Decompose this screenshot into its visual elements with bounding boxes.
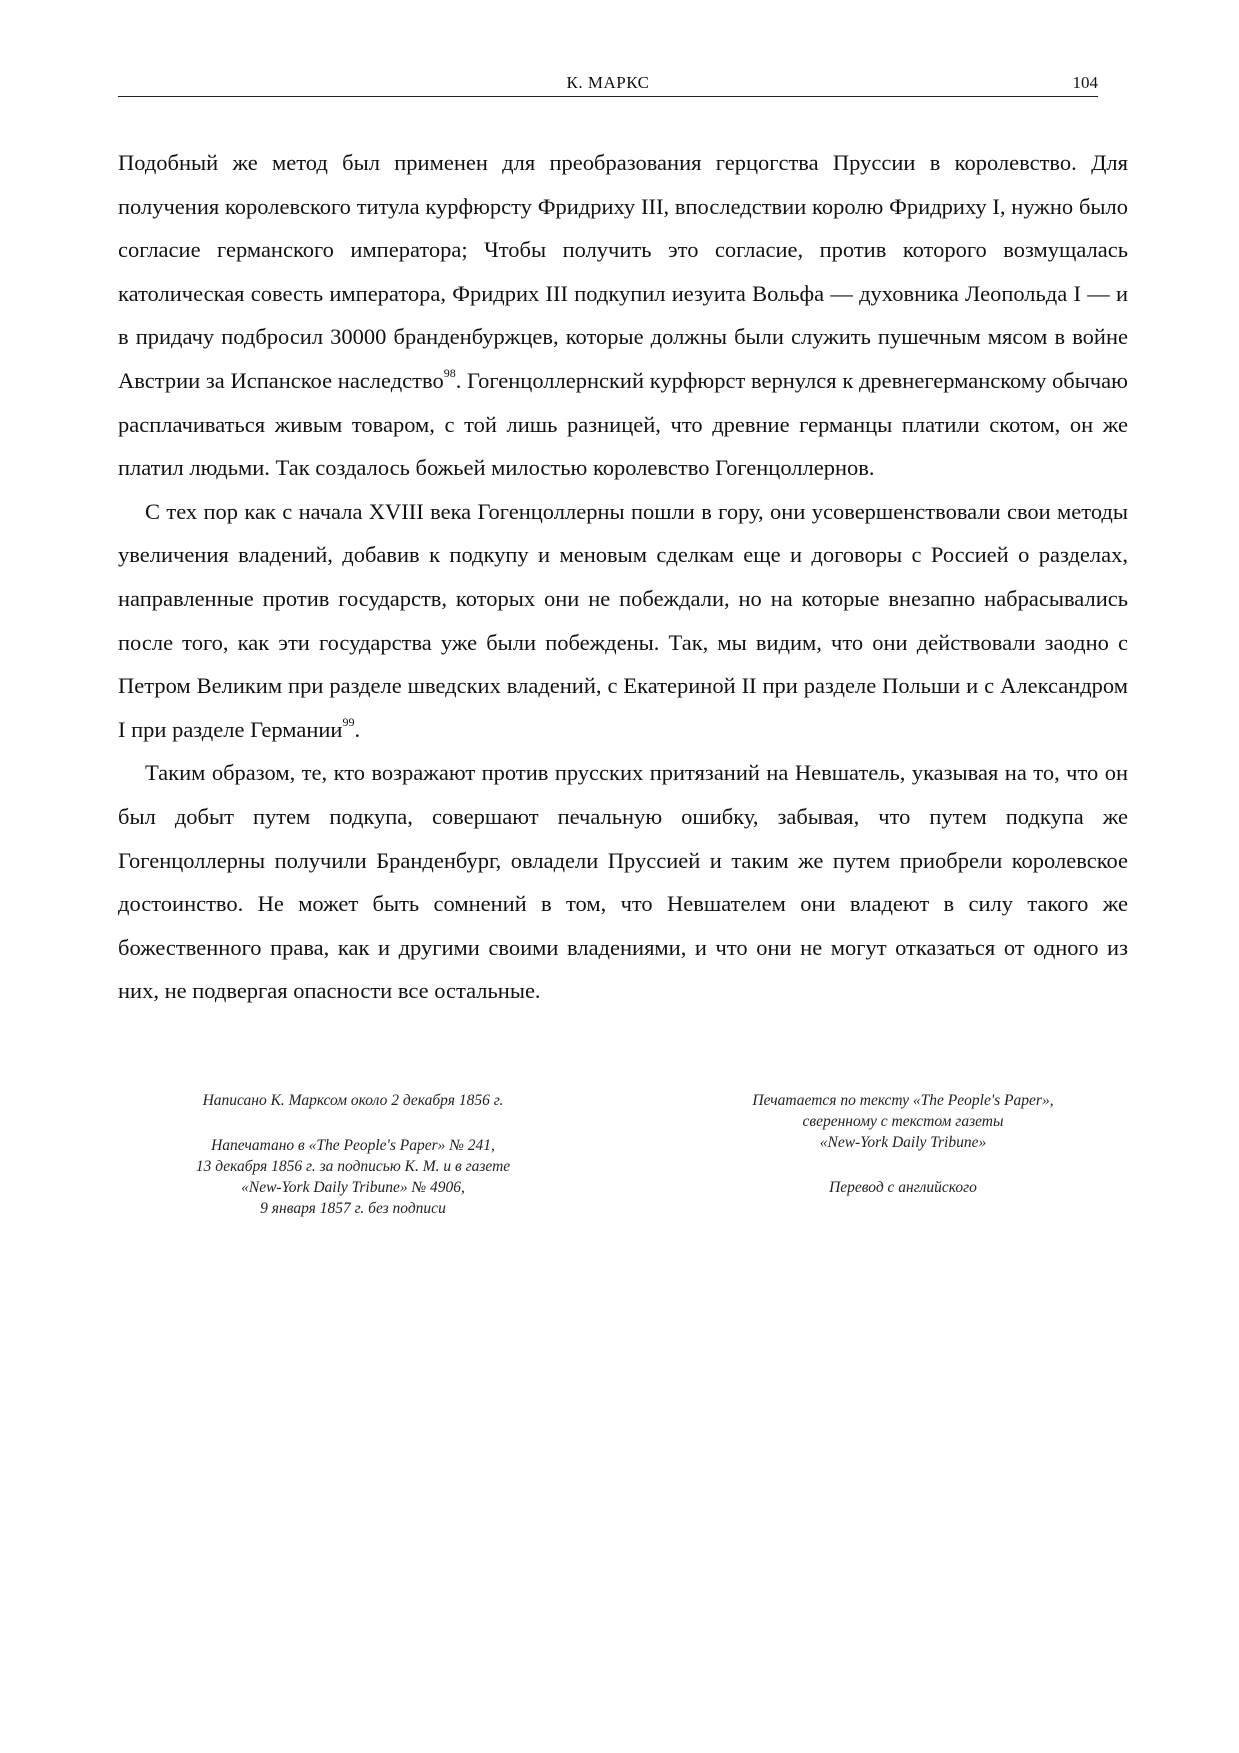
printed-note: Напечатано в «The People's Paper» № 241, 13 декабря 1856 г. за подписью К. М. и в газете «New-York Daily Tribune» № 4906, 9 января 1857 г. без подписи [195, 1137, 511, 1217]
paragraph-1 [118, 141, 1128, 490]
paragraph-1-text: Подобный же метод был применен для преобразования герцогства Пруссии в королевство. Для получения королевского титула курфюрсту Фридриху III, впоследствии королю Фридриху I, нужно было согласие германского императора; Чтобы получить это согласие, против которого возмущалась католическая совесть императора, Фридрих III подкупил иезуита Вольфа — духовника Леопольда I — и в придачу подбросил 30000 бранденбуржцев, которые должны были служить пушечным мясом в войне Австрии за Испанское наследство [118, 150, 1128, 393]
page-number: 104 [1072, 73, 1098, 92]
footnote-ref-98: 98 [443, 366, 456, 381]
translation-note: Перевод с английского [829, 1179, 977, 1196]
source-note: Печатается по тексту «The People's Paper», сверенному с текстом газеты «New-York Daily Tribune» [752, 1092, 1054, 1151]
notes-left-column [118, 1090, 588, 1243]
paragraph-2 [118, 490, 1128, 752]
paragraph-3 [118, 751, 1128, 1013]
running-head-author: К. МАРКС [566, 73, 650, 92]
publication-notes [118, 1090, 1128, 1240]
paragraph-2-text: С тех пор как с начала XVIII века Гогенцоллерны пошли в гору, они усовершенствовали свои методы увеличения владений, добавив к подкупу и меновым сделкам еще и договоры с Россией о разделах, направленные против государств, которых они не побеждали, но на которые внезапно набрасывались после того, как эти государства уже были побеждены. Так, мы видим, что они действовали заодно с Петром Великим при разделе шведских владений, с Екатериной II при разделе Польши и с Александром I при разделе Германии [118, 498, 1128, 742]
page-header [118, 74, 1098, 97]
written-note: Написано К. Марксом около 2 декабря 1856 г. [202, 1092, 504, 1109]
paragraph-3-text: Таким образом, те, кто возражают против прусских притязаний на Невшатель, указывая на то, что он был добыт путем подкупа, совершают печальную ошибку, забывая, что путем подкупа же Гогенцоллерны получили Бранденбург, овладели Пруссией и таким же путем приобрели королевское достоинство. Не может быть сомнений в том, что Невшателем они владеют в силу такого же божественного права, как и другими своими владениями, и что они не могут отказаться от одного из них, не подвергая опасности все остальные. [118, 760, 1128, 1004]
paragraph-2-text-cont: . [354, 716, 361, 742]
footnote-ref-99: 99 [342, 715, 355, 730]
notes-right-column [668, 1090, 1138, 1222]
main-text [118, 141, 1128, 1013]
paragraph-1-text-cont: . Гогенцоллернский курфюрст вернулся к древнегерманскому обычаю расплачиваться живым товаром, с той лишь разницей, что древние германцы платили скотом, он же платил людьми. Так создалось божьей милостью королевство Гогенцоллернов. [118, 367, 1128, 481]
